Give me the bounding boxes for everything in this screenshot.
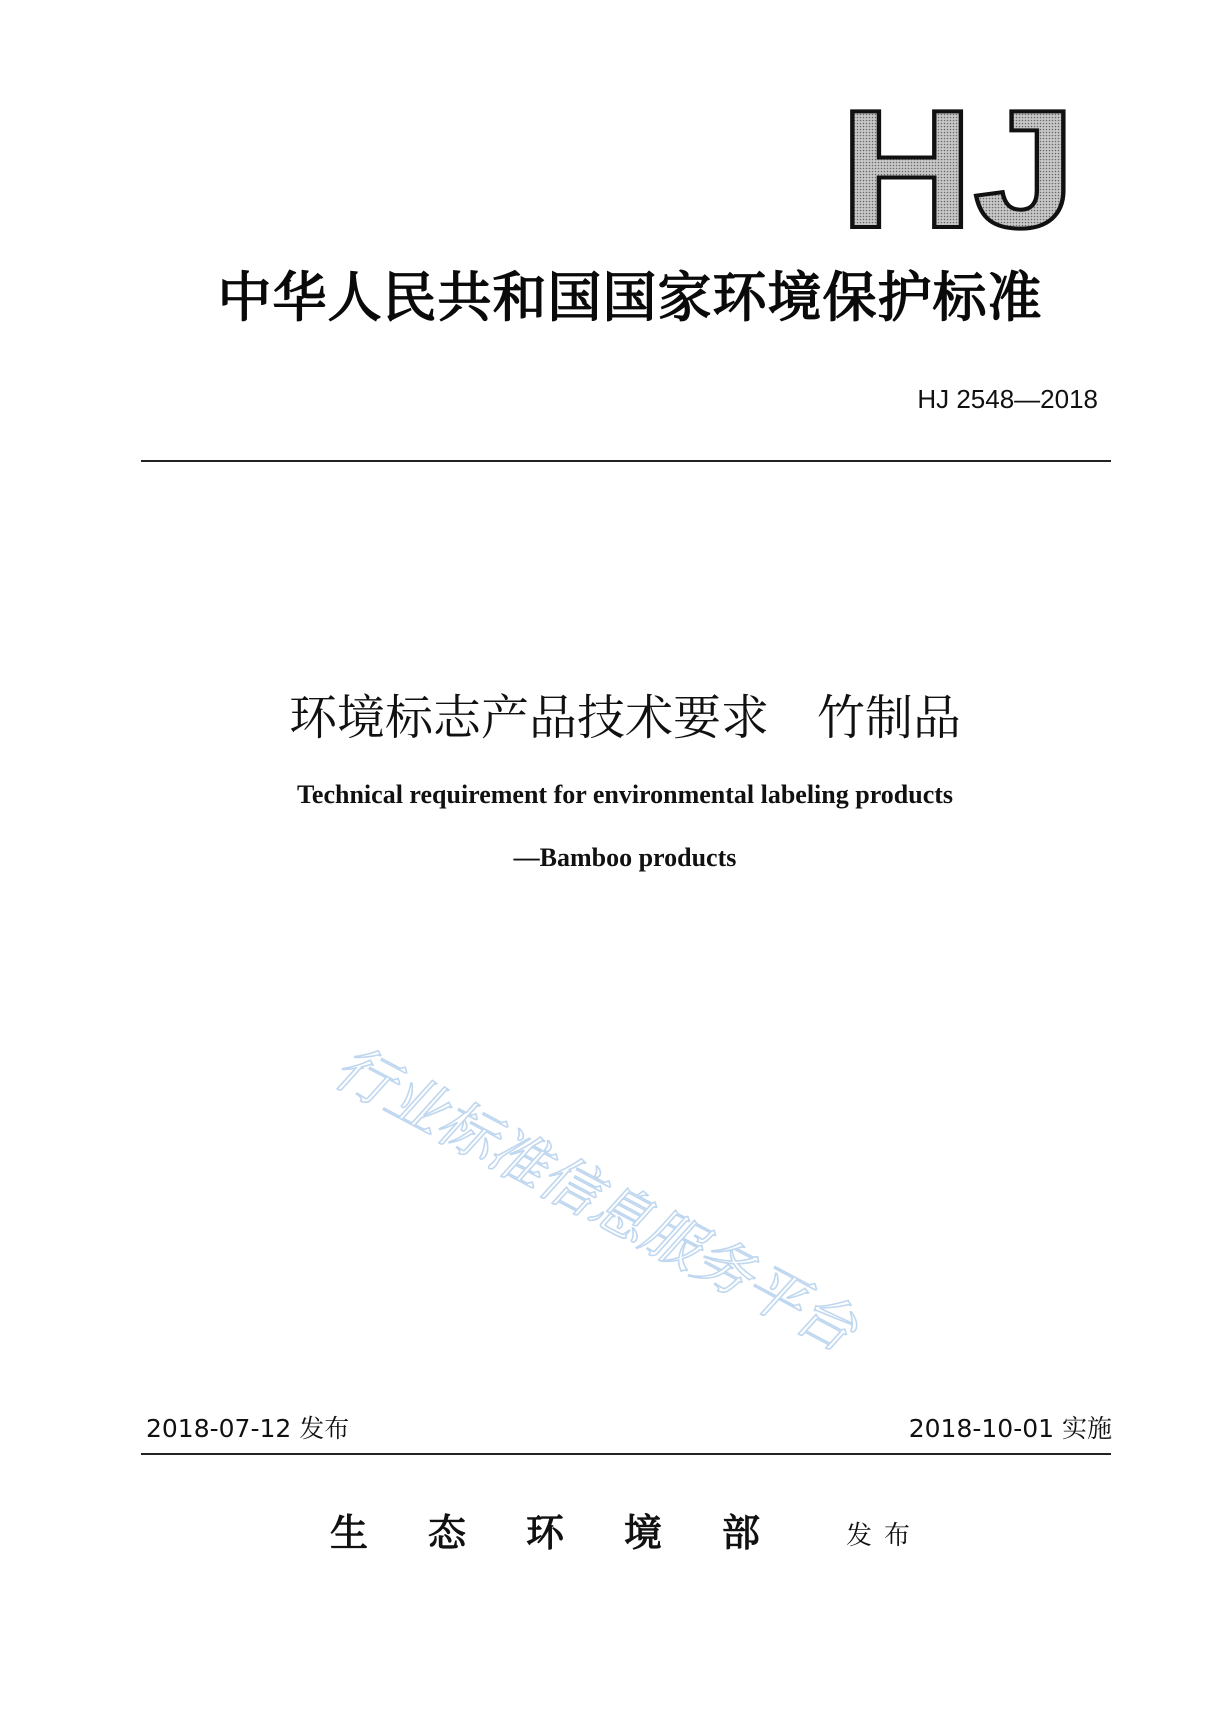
top-divider [141, 460, 1111, 462]
watermark-text: 行业标准信息服务平台 [323, 1032, 868, 1365]
watermark [320, 1020, 1000, 1440]
standard-category-title: 中华人民共和国国家环境保护标准 [217, 265, 1043, 329]
document-title-english-line1: Technical requirement for environmental labeling products [296, 780, 954, 809]
document-title-english-line2: —Bamboo products [513, 843, 737, 872]
standard-number: HJ 2548—2018 [917, 384, 1098, 414]
hj-logo-text: HJ [840, 104, 1076, 234]
issue-date: 2018-07-12 发布 [146, 1414, 350, 1443]
publisher-name: 生态环境部 [330, 1510, 821, 1555]
implementation-date: 2018-10-01 实施 [908, 1414, 1112, 1443]
publish-label: 发布 [846, 1521, 923, 1551]
document-title-chinese: 环境标志产品技术要求 竹制品 [288, 690, 961, 746]
hj-logo [838, 104, 1078, 234]
bottom-divider [141, 1453, 1111, 1455]
